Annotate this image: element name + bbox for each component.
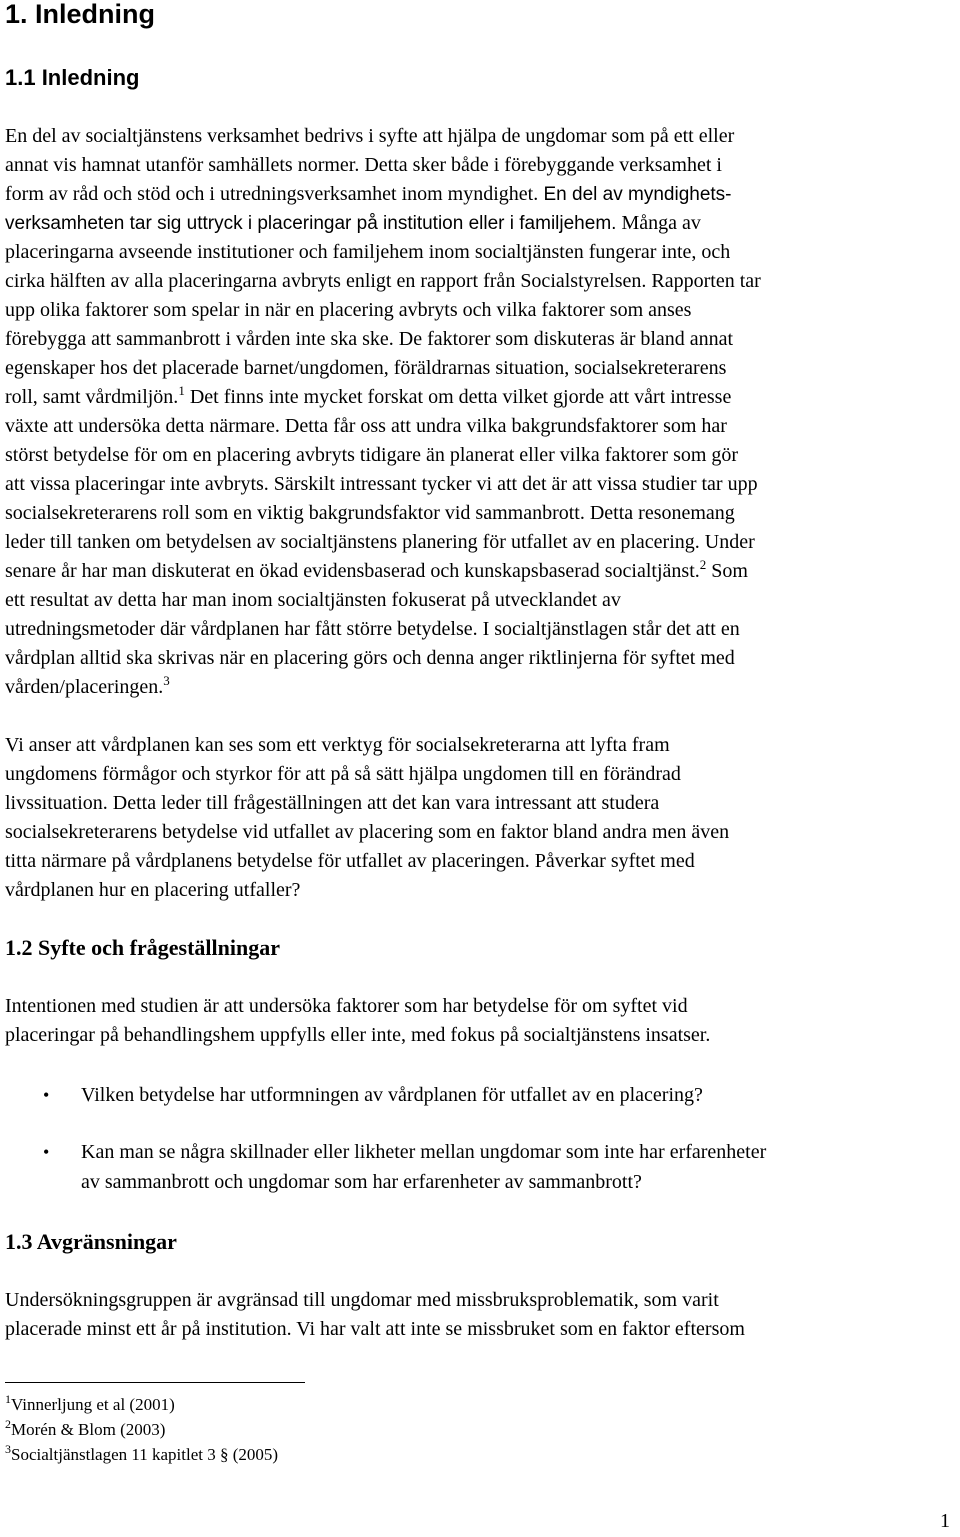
section-1-1-heading: 1.1 Inledning bbox=[5, 65, 140, 90]
footnotes bbox=[5, 1392, 278, 1467]
text-line: att vissa placeringar inte avbryts. Särskilt intressant tycker vi att det är att vissa studier tar upp bbox=[5, 473, 758, 495]
text-line: upp olika faktorer som spelar in när en placering avbryts och vilka faktorer som anses bbox=[5, 299, 692, 321]
section-1-2-paragraph bbox=[5, 992, 945, 1050]
text-line: av sammanbrott och ungdomar som har erfarenheter av sammanbrott? bbox=[81, 1171, 642, 1193]
text-line: titta närmare på vårdplanens betydelse för utfallet av placeringen. Påverkar syftet med bbox=[5, 850, 695, 872]
text-line: Intentionen med studien är att undersöka faktorer som har betydelse för om syftet vid bbox=[5, 995, 688, 1017]
list-item bbox=[5, 1080, 955, 1110]
text-line: vårdplan alltid ska skrivas när en placering görs och denna anger riktlinjerna för syftet med bbox=[5, 647, 735, 669]
list-item bbox=[5, 1137, 955, 1197]
text-line: placeringar på behandlingshem uppfylls eller inte, med fokus på socialtjänstens insatser. bbox=[5, 1024, 711, 1046]
footnote: $^3$Socialtjänstlagen 11 kapitlet 3 § (2005) bbox=[5, 1442, 279, 1464]
text-line: verksamheten tar sig uttryck i placeringar på institution eller i familjehem. Många av bbox=[5, 212, 701, 234]
text-line: cirka hälften av alla placeringarna avbryts enligt en rapport från Socialstyrelsen. Rapporten tar bbox=[5, 270, 761, 292]
text-line: Vi anser att vårdplanen kan ses som ett verktyg för socialsekreterarna att lyfta fram bbox=[5, 734, 670, 756]
text-line: annat vis hamnat utanför samhällets normer. Detta sker både i förebyggande verksamhet i bbox=[5, 154, 722, 176]
footnote-ref-2: 2 bbox=[699, 557, 707, 572]
section-1-2-heading: 1.2 Syfte och frågeställningar bbox=[5, 935, 280, 960]
footnote: $^2$Morén & Blom (2003) bbox=[5, 1417, 166, 1439]
text-line: förebygga att sammanbrott i vården inte ska ske. De faktorer som diskuteras är bland annat bbox=[5, 328, 734, 350]
text-line: roll, samt vårdmiljön.$^1$ Det finns inte mycket forskat om detta vilket gjorde att vårt intresse bbox=[5, 383, 732, 408]
text-line: leder till tanken om betydelsen av socialtjänstens planering för utfallet av en placering. Under bbox=[5, 531, 755, 553]
section-1-1-paragraph-1 bbox=[5, 122, 945, 702]
text-line: form av råd och stöd och i utredningsverksamhet inom myndighet. En del av myndighets- bbox=[5, 183, 732, 205]
chapter-heading: 1. Inledning bbox=[5, 0, 156, 29]
text-line: socialsekreterarens roll som en viktig bakgrundsfaktor vid sammanbrott. Detta resonemang bbox=[5, 502, 735, 524]
text-line: ett resultat av detta har man inom socialtjänsten fokuserat på utvecklandet av bbox=[5, 589, 621, 611]
section-1-3-heading: 1.3 Avgränsningar bbox=[5, 1229, 177, 1254]
text-line: En del av socialtjänstens verksamhet bedrivs i syfte att hjälpa de ungdomar som på ett eller bbox=[5, 125, 735, 147]
text-line: placeringarna avseende institutioner och familjehem inom socialtjänsten fungerar inte, och bbox=[5, 241, 731, 263]
footnote: $^1$Vinnerljung et al (2001) bbox=[5, 1392, 175, 1414]
footnote-ref-1: 1 bbox=[178, 383, 185, 398]
footnote-ref-3: 3 bbox=[163, 673, 170, 688]
bullet-icon: • bbox=[43, 1142, 50, 1162]
text-line: senare år har man diskuterat en ökad evidensbaserad och kunskapsbaserad socialtjänst.$^2$ Som bbox=[5, 557, 748, 582]
research-questions-list bbox=[5, 1080, 955, 1197]
text-line: växte att undersöka detta närmare. Detta får oss att undra vilka bakgrundsfaktorer som har bbox=[5, 415, 727, 437]
footnote-separator bbox=[5, 1382, 305, 1383]
text-line: egenskaper hos det placerade barnet/ungdomen, föräldrarnas situation, socialsekreterarens bbox=[5, 357, 727, 379]
text-line: livssituation. Detta leder till frågeställningen att det kan vara intressant att studera bbox=[5, 792, 660, 814]
text-line: socialsekreterarens betydelse vid utfallet av placering som en faktor bland andra men även bbox=[5, 821, 730, 843]
text-line: störst betydelse för om en placering avbryts tidigare än planerat eller vilka faktorer som gör bbox=[5, 444, 739, 466]
bullet-icon: • bbox=[43, 1085, 50, 1105]
section-1-3-paragraph bbox=[5, 1286, 945, 1344]
section-1-1-paragraph-2 bbox=[5, 731, 945, 905]
text-line: utredningsmetoder där vårdplanen har fått större betydelse. I socialtjänstlagen står det att en bbox=[5, 618, 740, 640]
text-line: Undersökningsgruppen är avgränsad till ungdomar med missbruksproblematik, som varit bbox=[5, 1289, 719, 1311]
text-line: ungdomens förmågor och styrkor för att på så sätt hjälpa ungdomen till en förändrad bbox=[5, 763, 681, 785]
text-line: vården/placeringen.$^3$ bbox=[5, 673, 170, 698]
text-line: placerade minst ett år på institution. Vi har valt att inte se missbruket som en faktor eftersom bbox=[5, 1318, 745, 1340]
page-number: 1 bbox=[940, 1510, 950, 1532]
text-line: vårdplanen hur en placering utfaller? bbox=[5, 879, 301, 901]
text-line: Kan man se några skillnader eller likheter mellan ungdomar som inte har erfarenheter bbox=[81, 1141, 767, 1163]
text-line: Vilken betydelse har utformningen av vårdplanen för utfallet av en placering? bbox=[81, 1084, 703, 1106]
